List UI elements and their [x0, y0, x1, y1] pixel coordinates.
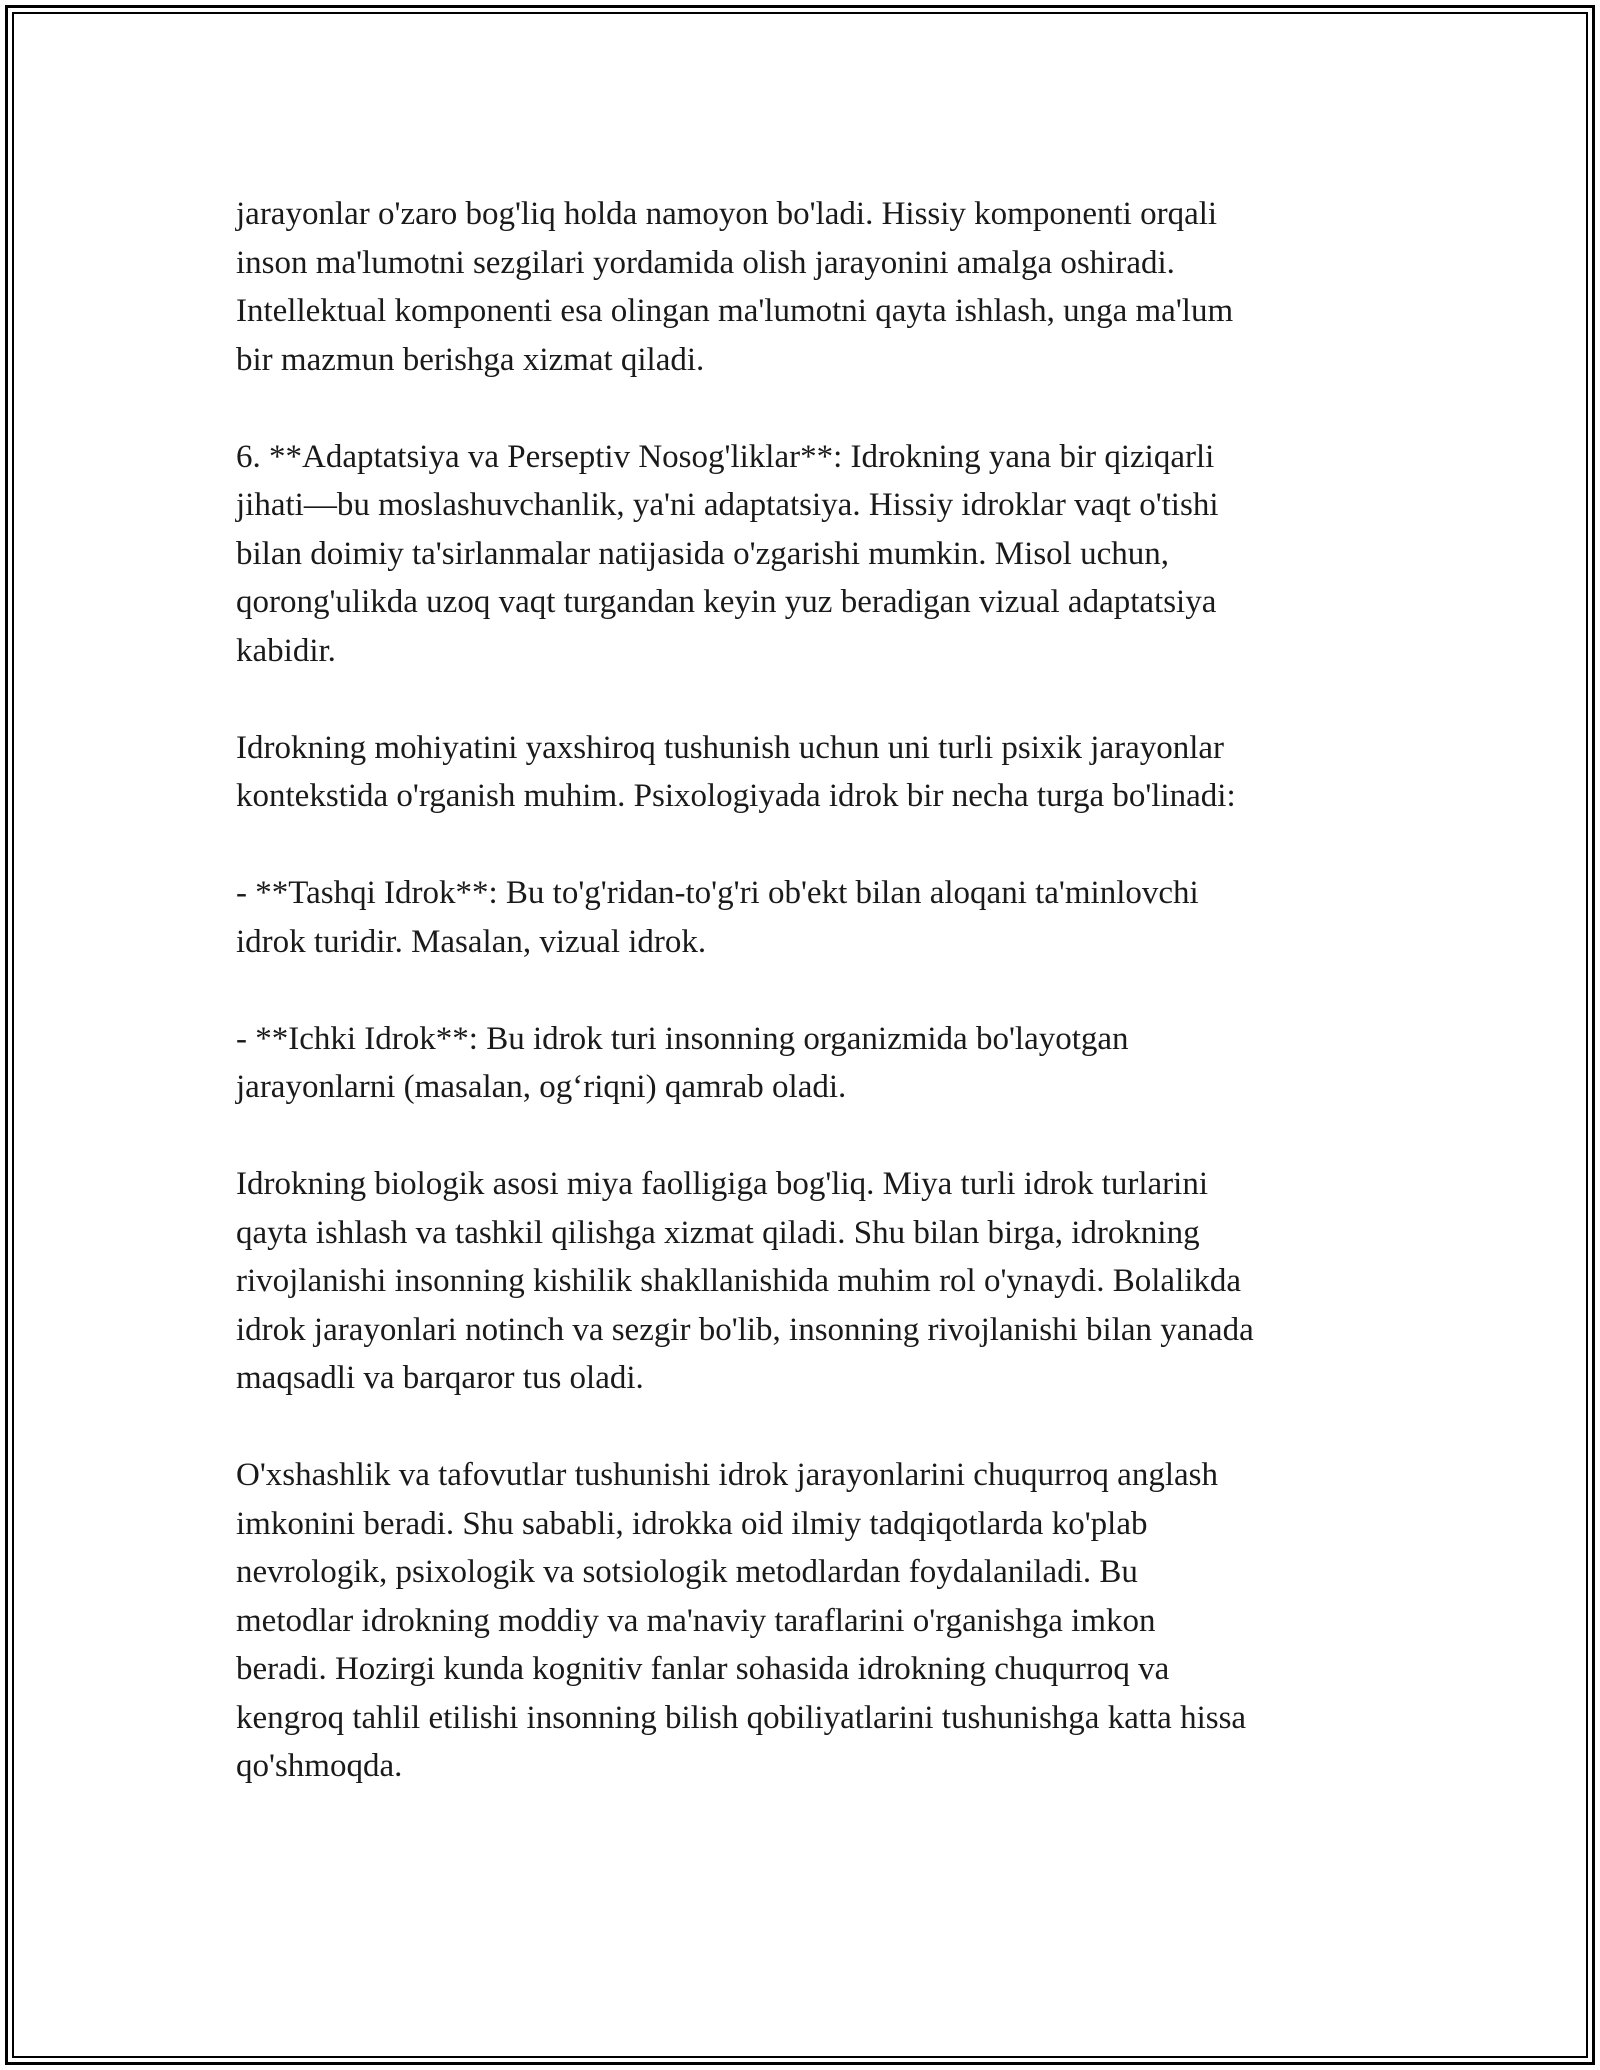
paragraph [236, 1015, 1386, 1112]
text-line: imkonini beradi. Shu sababli, idrokka oid ilmiy tadqiqotlarda ko'plab [236, 1505, 1148, 1542]
text-line: bir mazmun berishga xizmat qiladi. [236, 341, 705, 378]
text-line: 6. **Adaptatsiya va Perseptiv Nosog'liklar**: Idrokning yana bir qiziqarli [236, 438, 1215, 475]
text-line: jarayonlar o'zaro bog'liq holda namoyon bo'ladi. Hissiy komponenti orqali [236, 196, 1218, 232]
text-line: - **Ichki Idrok**: Bu idrok turi insonning organizmida bo'layotgan [236, 1020, 1129, 1057]
text-line: qayta ishlash va tashkil qilishga xizmat qiladi. Shu bilan birga, idrokning [236, 1214, 1200, 1251]
paragraph [236, 190, 1386, 384]
text-line: bilan doimiy ta'sirlanmalar natijasida o'zgarishi mumkin. Misol uchun, [236, 535, 1169, 572]
text-line: nevrologik, psixologik va sotsiologik metodlardan foydalaniladi. Bu [236, 1554, 1138, 1590]
text-line: qo'shmoqda. [236, 1748, 403, 1784]
paragraph [236, 433, 1386, 676]
document-body [236, 190, 1386, 1839]
text-line: Intellektual komponenti esa olingan ma'lumotni qayta ishlash, unga ma'lum [236, 293, 1234, 329]
text-line: idrok turidir. Masalan, vizual idrok. [236, 923, 707, 960]
text-line: kontekstida o'rganish muhim. Psixologiyada idrok bir necha turga bo'linadi: [236, 778, 1236, 814]
text-line: Idrokning mohiyatini yaxshiroq tushunish uchun uni turli psixik jarayonlar [236, 729, 1225, 766]
text-line: Idrokning biologik asosi miya faolligiga bog'liq. Miya turli idrok turlarini [236, 1166, 1208, 1202]
text-line: O'xshashlik va tafovutlar tushunishi idrok jarayonlarini chuqurroq anglash [236, 1457, 1218, 1493]
paragraph [236, 869, 1386, 966]
paragraph [236, 724, 1386, 821]
paragraph [236, 1160, 1386, 1403]
text-line: beradi. Hozirgi kunda kognitiv fanlar sohasida idrokning chuqurroq va [236, 1651, 1170, 1687]
text-line: jarayonlarni (masalan, og‘riqni) qamrab oladi. [236, 1069, 847, 1105]
text-line: idrok jarayonlari notinch va sezgir bo'lib, insonning rivojlanishi bilan yanada [236, 1311, 1254, 1348]
text-line: metodlar idrokning moddiy va ma'naviy taraflarini o'rganishga imkon [236, 1602, 1156, 1639]
text-line: qorong'ulikda uzoq vaqt turgandan keyin yuz beradigan vizual adaptatsiya [236, 584, 1217, 620]
text-line: kabidir. [236, 632, 336, 669]
text-line: - **Tashqi Idrok**: Bu to'g'ridan-to'g'ri ob'ekt bilan aloqani ta'minlovchi [236, 875, 1199, 911]
text-line: jihati—bu moslashuvchanlik, ya'ni adaptatsiya. Hissiy idroklar vaqt o'tishi [236, 487, 1219, 523]
text-line: inson ma'lumotni sezgilari yordamida olish jarayonini amalga oshiradi. [236, 244, 1175, 281]
text-line: maqsadli va barqaror tus oladi. [236, 1360, 644, 1396]
text-line: kengroq tahlil etilishi insonning bilish qobiliyatlarini tushunishga katta hissa [236, 1699, 1247, 1736]
paragraph [236, 1451, 1386, 1791]
text-line: rivojlanishi insonning kishilik shakllanishida muhim rol o'ynaydi. Bolalikda [236, 1263, 1242, 1299]
